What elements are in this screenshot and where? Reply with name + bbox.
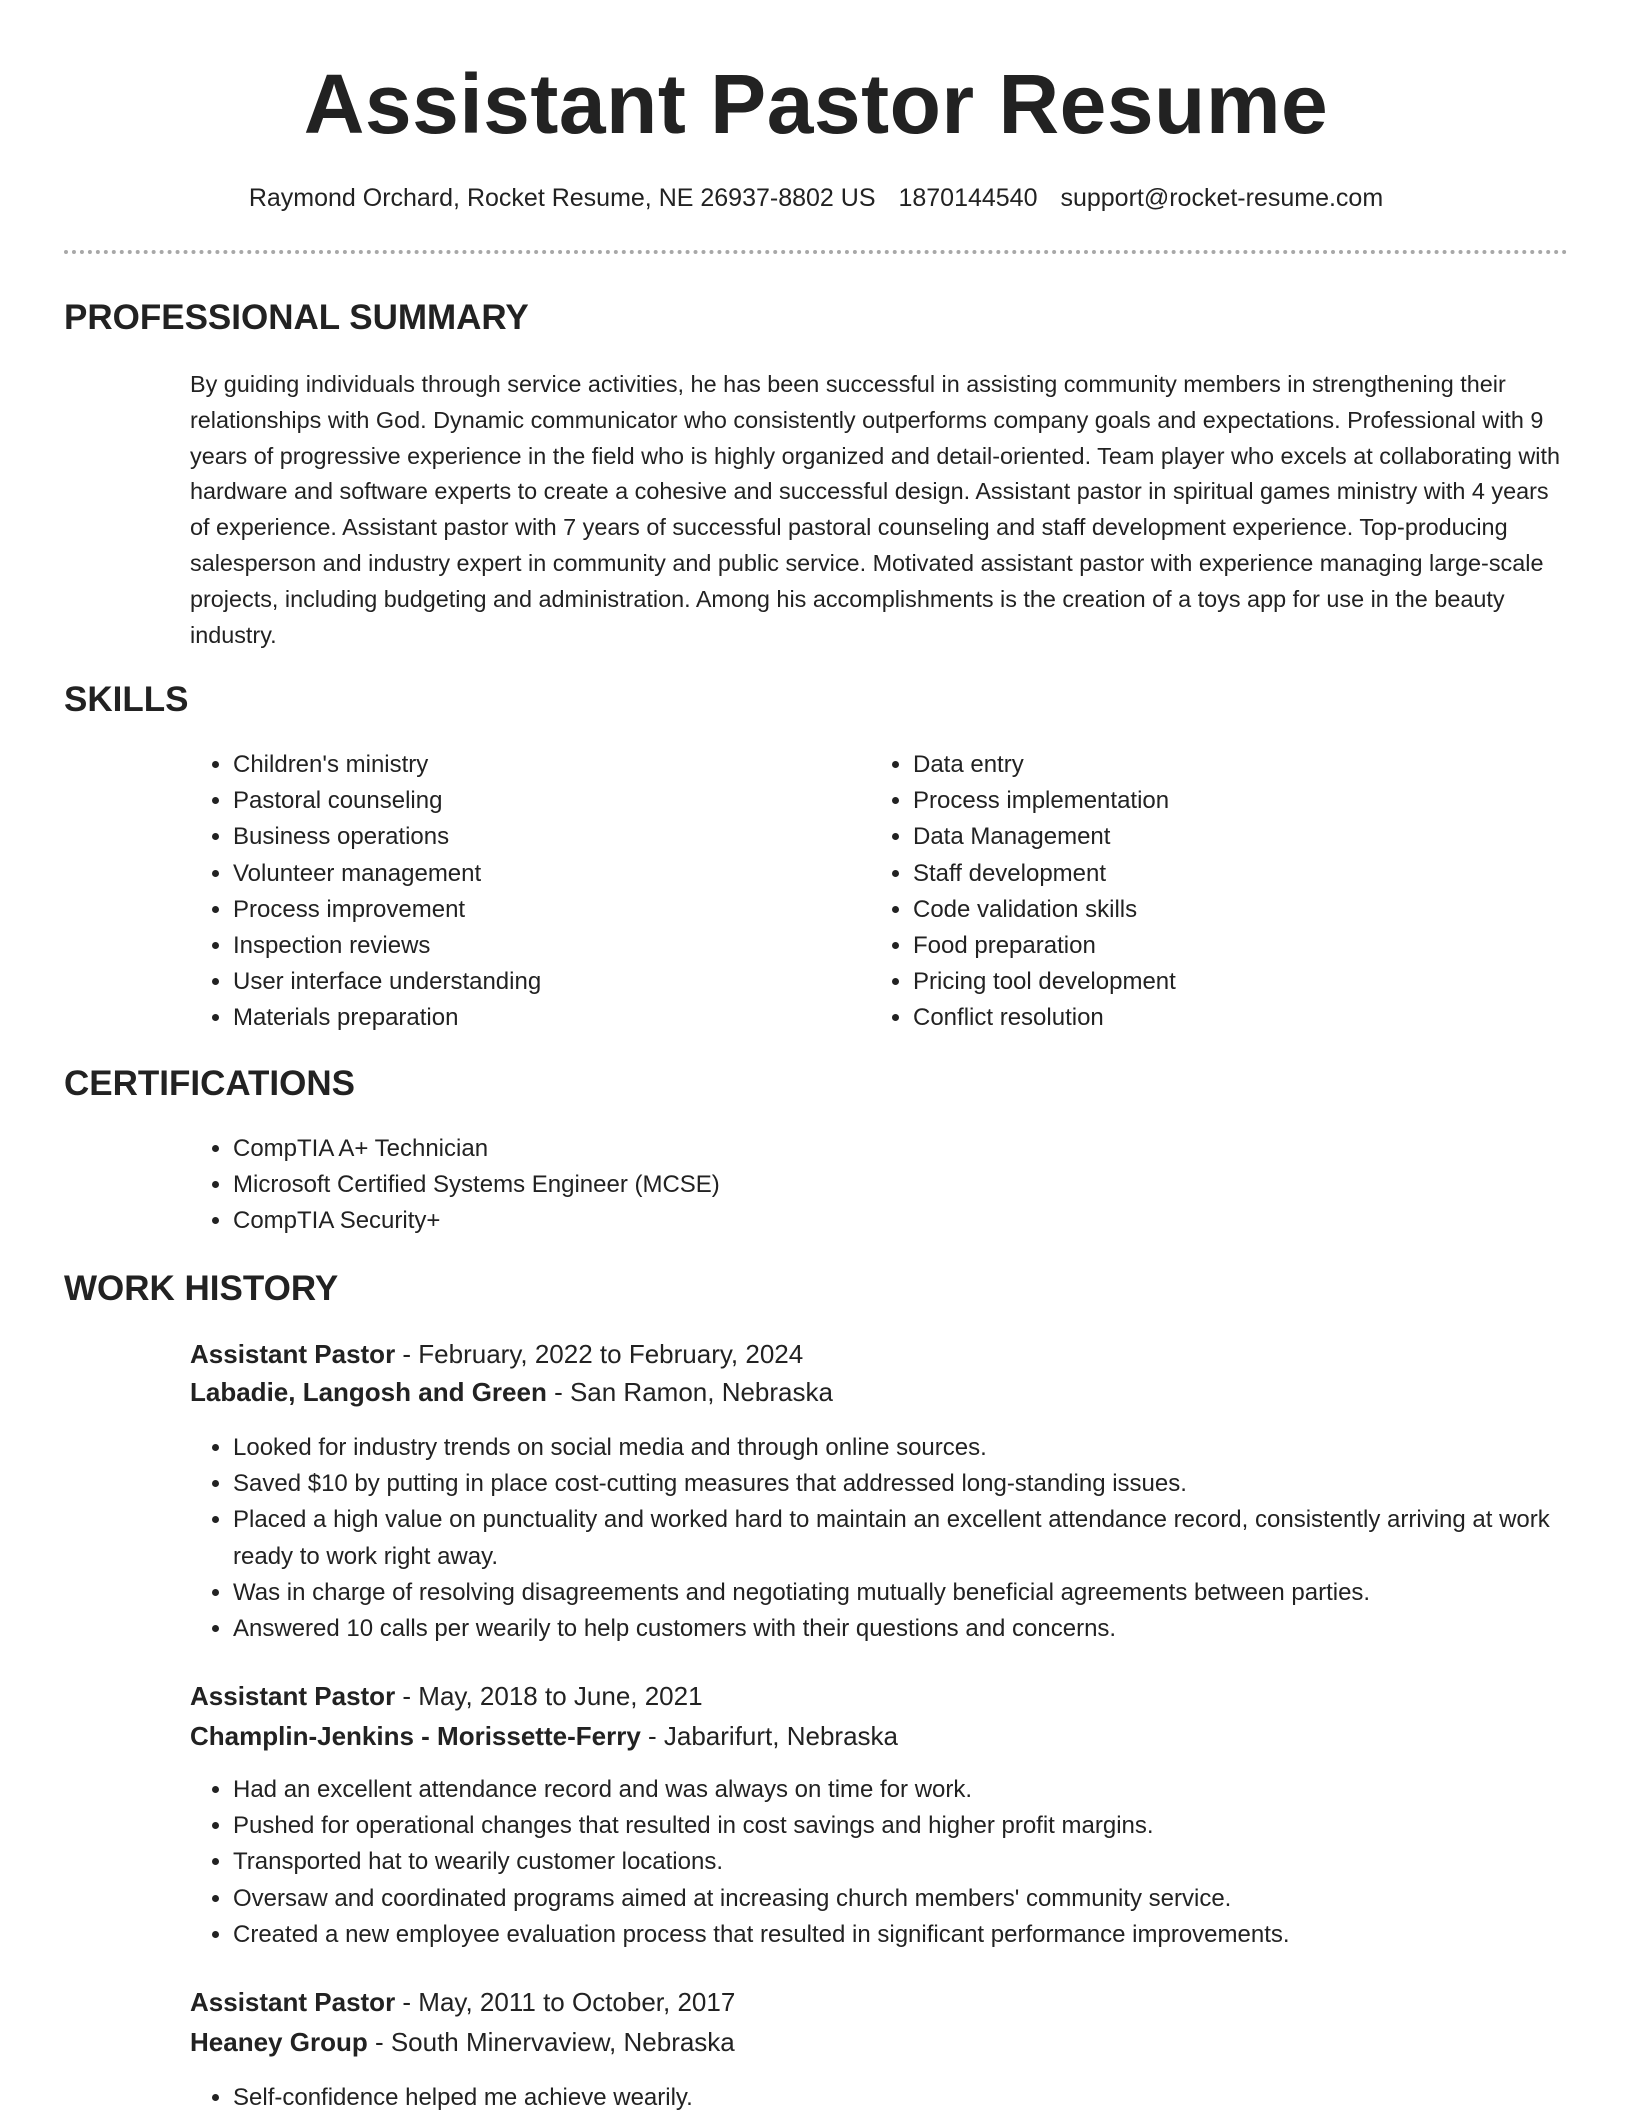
job-dates: - May, 2011 to October, 2017 [395,1987,736,2017]
job-dates: - February, 2022 to February, 2024 [395,1339,804,1369]
certifications-list [189,1131,1613,1240]
contact-email: support@rocket-resume.com [1060,184,1384,212]
skills-heading: SKILLS [64,680,189,719]
skill-item: • Process improvement [233,892,853,928]
job-location: - South Minervaview, Nebraska [367,2027,735,2057]
job-company: Champlin-Jenkins - Morissette-Ferry [190,1721,641,1751]
job-location: - Jabarifurt, Nebraska [640,1721,898,1751]
contact-line [0,180,1632,216]
job-location: - San Ramon, Nebraska [546,1377,833,1407]
job-bullet: • Transported hat to wearily customer locations. [233,1844,1613,1880]
certification-item: • CompTIA A+ Technician [233,1131,1613,1167]
job-title: Assistant Pastor [190,1339,396,1369]
job-title: Assistant Pastor [190,1681,396,1711]
job-bullet: • Oversaw and coordinated programs aimed at increasing church members' community service. [233,1881,1613,1917]
skill-item: • Volunteer management [233,856,853,892]
job-company-line [190,1718,898,1754]
skill-item: • Data entry [913,747,1533,783]
skill-item: • Code validation skills [913,892,1533,928]
contact-phone: 1870144540 [898,184,1038,212]
job-title: Assistant Pastor [190,1987,396,2017]
job-title-line [190,1984,735,2020]
job-bullets [189,1772,1613,1953]
job-bullets [189,2080,1613,2116]
skill-item: • Staff development [913,856,1533,892]
job-title-line [190,1336,803,1372]
header-divider [64,250,1568,254]
skills-list-right [869,747,1533,1037]
contact-address: Raymond Orchard, Rocket Resume, NE 26937-8802 US [248,184,876,212]
certifications-heading: CERTIFICATIONS [64,1064,356,1103]
skill-item: • Food preparation [913,928,1533,964]
job-company: Heaney Group [190,2027,368,2057]
job-bullet: • Placed a high value on punctuality and worked hard to maintain an excellent attendance record, consistently arriving at work ready to work right away. [233,1502,1613,1574]
job-company: Labadie, Langosh and Green [190,1377,547,1407]
skill-item: • Process implementation [913,783,1533,819]
job-company-line [190,2024,735,2060]
job-bullet: • Created a new employee evaluation process that resulted in significant performance improvements. [233,1917,1613,1953]
work-heading: WORK HISTORY [64,1269,339,1308]
summary-heading: PROFESSIONAL SUMMARY [64,298,529,337]
resume-title: Assistant Pastor Resume [303,57,1329,151]
skill-item: • Business operations [233,819,853,855]
skill-item: • Pastoral counseling [233,783,853,819]
certification-item: • Microsoft Certified Systems Engineer (MCSE) [233,1167,1613,1203]
skill-item: • Children's ministry [233,747,853,783]
job-company-line [190,1374,833,1410]
job-bullet: • Saved $10 by putting in place cost-cutting measures that addressed long-standing issues. [233,1466,1613,1502]
job-bullet: • Had an excellent attendance record and was always on time for work. [233,1772,1613,1808]
job-bullet: • Answered 10 calls per wearily to help customers with their questions and concerns. [233,1611,1613,1647]
summary-text: By guiding individuals through service activities, he has been successful in assisting community members in strengthening their relationships with God. Dynamic communicator who consistently outperforms company goals and expectations. Professional with 9 years of progressive experience in the field who is highly organized and detail-oriented. Team player who excels at collaborating with hardware and software experts to create a cohesive and successful design. Assistant pastor in spiritual games ministry with 4 years of experience. Assistant pastor with 7 years of successful pastoral counseling and staff development experience. Top-producing salesperson and industry expert in community and public service. Motivated assistant pastor with experience managing large-scale projects, including budgeting and administration. Among his accomplishments is the creation of a toys app for use in the beauty industry. [190,371,1560,648]
skills-list-left [189,747,853,1037]
skill-item: • Conflict resolution [913,1000,1533,1036]
job-dates: - May, 2018 to June, 2021 [395,1681,703,1711]
skill-item: • Materials preparation [233,1000,853,1036]
job-bullet: • Looked for industry trends on social media and through online sources. [233,1430,1613,1466]
skill-item: • Inspection reviews [233,928,853,964]
job-bullet: • Was in charge of resolving disagreements and negotiating mutually beneficial agreements between parties. [233,1575,1613,1611]
skill-item: • Pricing tool development [913,964,1533,1000]
job-title-line [190,1678,703,1714]
certification-item: • CompTIA Security+ [233,1203,1613,1239]
skill-item: • User interface understanding [233,964,853,1000]
job-bullets [189,1430,1613,1647]
skill-item: • Data Management [913,819,1533,855]
job-bullet: • Pushed for operational changes that resulted in cost savings and higher profit margins. [233,1808,1613,1844]
job-bullet: • Self-confidence helped me achieve wearily. [233,2080,1613,2116]
